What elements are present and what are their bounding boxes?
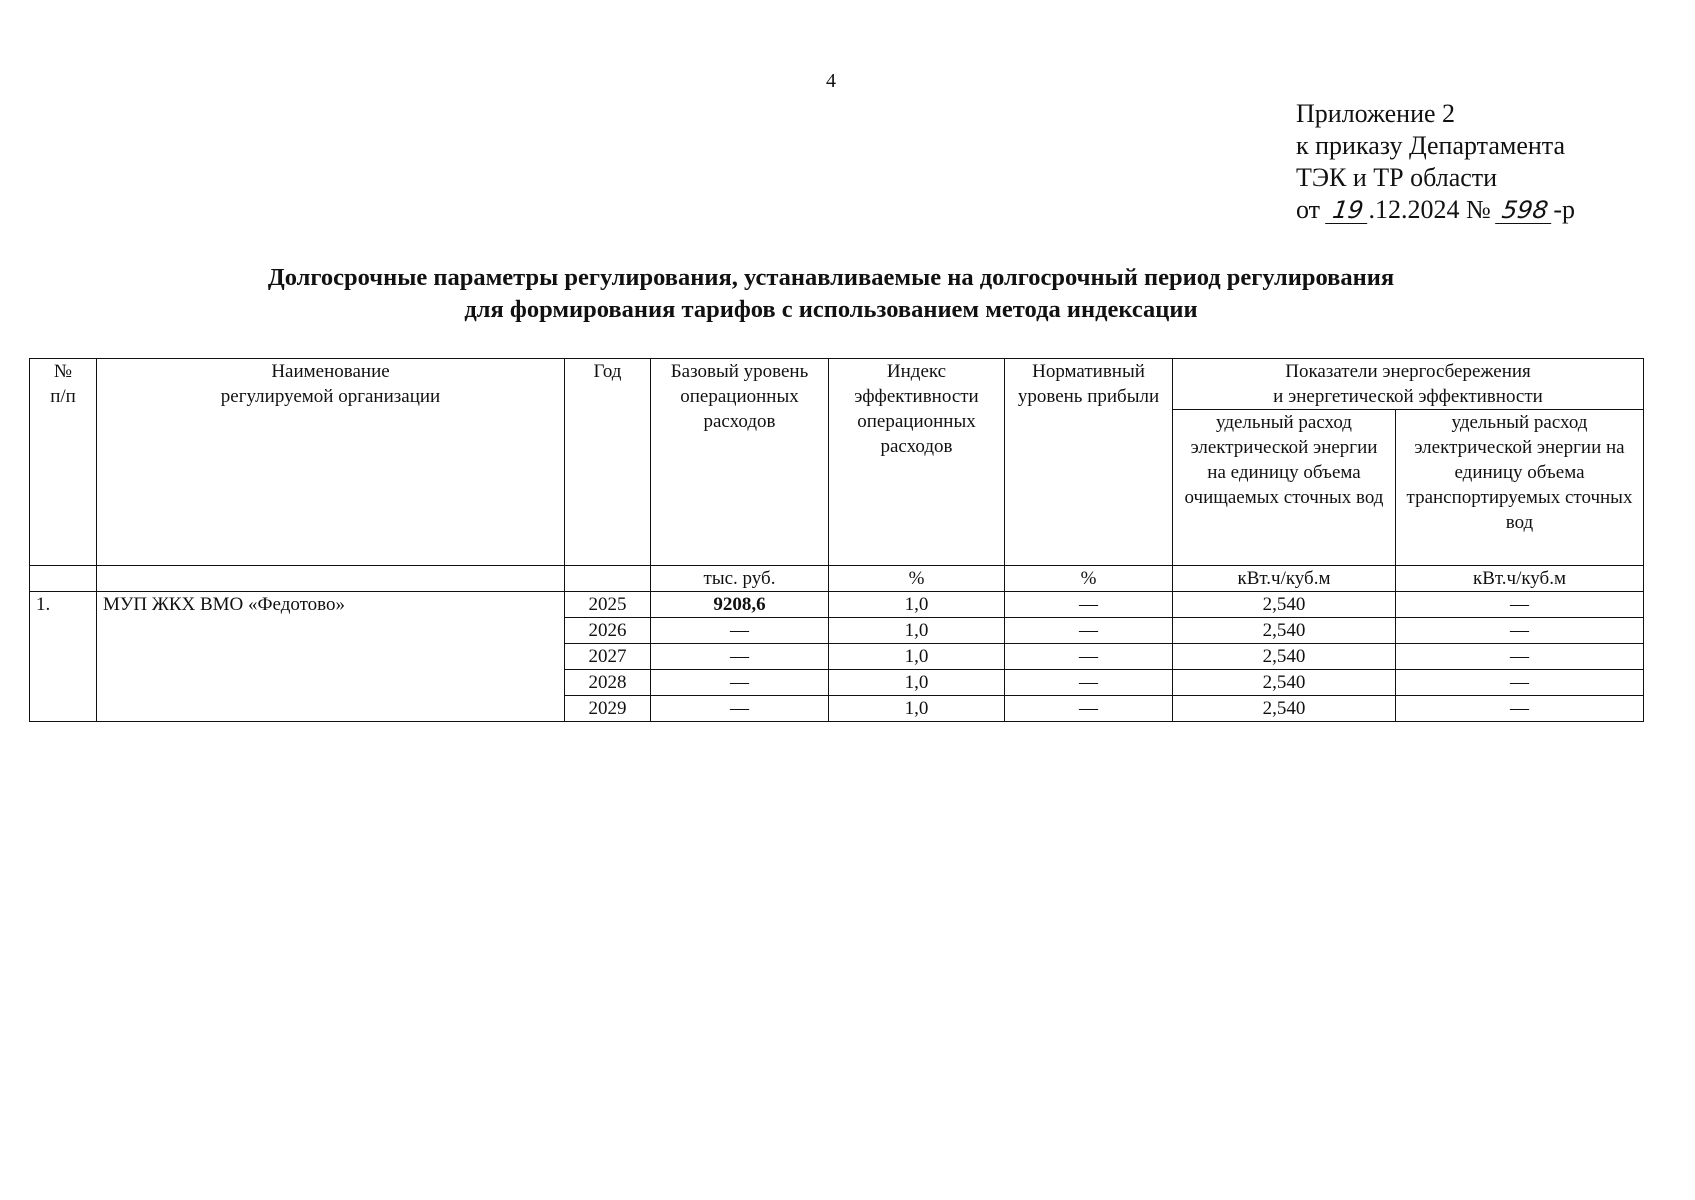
cell-energy-treated: 2,540	[1173, 618, 1396, 644]
cell-index: 1,0	[829, 696, 1005, 722]
title-line-1: Долгосрочные параметры регулирования, устанавливаемые на долгосрочный период регулирования	[267, 264, 1395, 291]
appendix-line-3: ТЭК и ТР области	[1296, 163, 1498, 192]
header-year: Год	[565, 359, 651, 566]
header-energy-transported: удельный расход электрической энергии на единицу объема транспортируемых сточных вод	[1396, 410, 1644, 566]
header-base-level: Базовый уровень операционных расходов	[651, 359, 829, 566]
unit-energy-transported: кВт.ч/куб.м	[1396, 566, 1644, 592]
title-line-2: для формирования тарифов с использованием метода индексации	[464, 296, 1198, 323]
table-row	[30, 592, 1644, 618]
cell-base: —	[651, 696, 829, 722]
cell-energy-transported: —	[1396, 696, 1644, 722]
order-suffix: -р	[1553, 195, 1576, 224]
parameters-table	[29, 358, 1644, 722]
cell-year: 2026	[565, 618, 651, 644]
cell-profit: —	[1005, 592, 1173, 618]
date-prefix: от	[1296, 195, 1321, 224]
handwritten-date-day: 19	[1325, 197, 1371, 224]
cell-base: —	[651, 670, 829, 696]
unit-base: тыс. руб.	[651, 566, 829, 592]
cell-energy-treated: 2,540	[1173, 696, 1396, 722]
cell-year: 2028	[565, 670, 651, 696]
document-title	[0, 262, 1662, 326]
handwritten-order-number: 598	[1495, 197, 1555, 224]
header-row-1	[30, 359, 1644, 410]
header-energy-group: Показатели энергосбережения и энергетической эффективности	[1173, 359, 1644, 410]
cell-energy-transported: —	[1396, 644, 1644, 670]
cell-index: 1,0	[829, 644, 1005, 670]
unit-energy-treated: кВт.ч/куб.м	[1173, 566, 1396, 592]
cell-year: 2025	[565, 592, 651, 618]
cell-index: 1,0	[829, 618, 1005, 644]
cell-energy-transported: —	[1396, 618, 1644, 644]
cell-year: 2029	[565, 696, 651, 722]
header-num: № п/п	[30, 359, 97, 566]
appendix-line-2: к приказу Департамента	[1296, 131, 1566, 160]
cell-profit: —	[1005, 670, 1173, 696]
header-org-name: Наименование регулируемой организации	[97, 359, 565, 566]
cell-profit: —	[1005, 696, 1173, 722]
appendix-line-1: Приложение 2	[1296, 99, 1456, 128]
units-row	[30, 566, 1644, 592]
unit-index: %	[829, 566, 1005, 592]
appendix-date-line	[1296, 194, 1575, 226]
cell-index: 1,0	[829, 670, 1005, 696]
header-efficiency-index: Индекс эффективности операционных расходов	[829, 359, 1005, 566]
cell-profit: —	[1005, 618, 1173, 644]
date-rest: .12.2024 №	[1368, 195, 1491, 224]
cell-energy-treated: 2,540	[1173, 670, 1396, 696]
page-number: 4	[826, 70, 836, 92]
header-profit-level: Нормативный уровень прибыли	[1005, 359, 1173, 566]
org-number: 1.	[30, 592, 97, 722]
org-name: МУП ЖКХ ВМО «Федотово»	[97, 592, 565, 722]
header-energy-treated: удельный расход электрической энергии на единицу объема очищаемых сточных вод	[1173, 410, 1396, 566]
cell-year: 2027	[565, 644, 651, 670]
cell-energy-transported: —	[1396, 592, 1644, 618]
cell-energy-treated: 2,540	[1173, 592, 1396, 618]
cell-base: 9208,6	[651, 592, 829, 618]
cell-energy-transported: —	[1396, 670, 1644, 696]
cell-energy-treated: 2,540	[1173, 644, 1396, 670]
appendix-block	[1296, 98, 1575, 226]
cell-index: 1,0	[829, 592, 1005, 618]
cell-base: —	[651, 618, 829, 644]
cell-base: —	[651, 644, 829, 670]
cell-profit: —	[1005, 644, 1173, 670]
unit-profit: %	[1005, 566, 1173, 592]
